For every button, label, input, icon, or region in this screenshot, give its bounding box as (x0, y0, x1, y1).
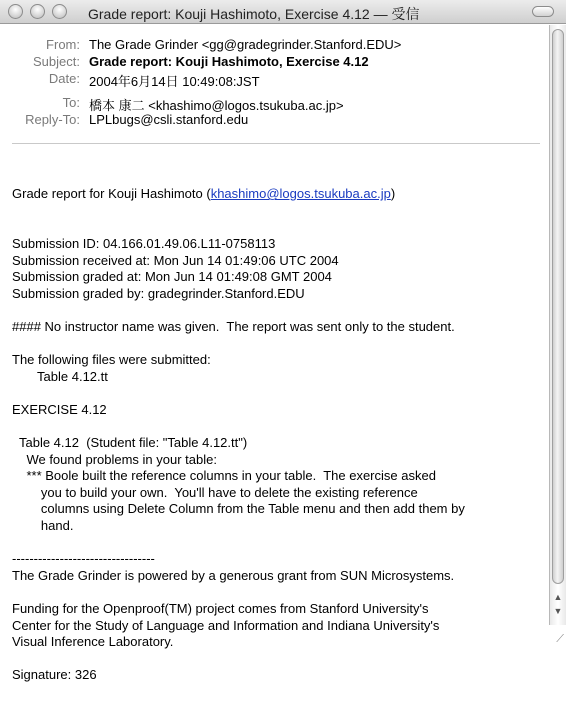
scroll-down-arrow-icon[interactable]: ▼ (553, 606, 563, 616)
date-label: Date: (48, 71, 80, 86)
title-bar[interactable] (0, 0, 566, 24)
body-line: Table 4.12.tt (12, 368, 108, 384)
to-value[interactable]: 橋本 康二 <khashimo@logos.tsukuba.ac.jp> (89, 98, 344, 113)
body-line: The Grade Grinder is powered by a generous grant from SUN Microsystems. (12, 567, 455, 583)
body-line (12, 535, 542, 552)
body-line: hand. (12, 518, 74, 534)
body-line: Submission graded by: gradegrinder.Stanford.EDU (12, 285, 305, 301)
date-value: 2004年6月14日 10:49:08:JST (89, 74, 260, 89)
toolbar-toggle-button[interactable] (532, 6, 554, 17)
resize-grip-icon[interactable]: ⟋ (556, 633, 564, 645)
scroll-up-arrow-icon[interactable]: ▲ (553, 592, 563, 602)
reply-to-value[interactable]: LPLbugs@csli.stanford.edu (89, 112, 249, 127)
body-line: The following files were submitted: (12, 352, 211, 368)
student-email-link[interactable]: khashimo@logos.tsukuba.ac.jp (210, 186, 391, 202)
zoom-window-button[interactable] (52, 4, 67, 19)
message-body (12, 153, 542, 717)
body-line: #### No instructor name was given. The report was sent only to the student. (12, 318, 455, 334)
scrollbar-thumb[interactable] (552, 29, 564, 584)
body-line-report: Grade report for Kouji Hashimoto (khashimo@logos.tsukuba.ac.jp) (12, 186, 396, 202)
body-line: Signature: 326 (12, 667, 97, 683)
body-line (12, 419, 542, 436)
reply-to-label: Reply-To: (25, 112, 80, 127)
close-window-button[interactable] (8, 4, 23, 19)
body-line (12, 584, 542, 601)
body-line: Center for the Study of Language and Information and Indiana University's (12, 617, 440, 633)
from-value[interactable]: The Grade Grinder <gg@gradegrinder.Stanford.EDU> (89, 37, 402, 52)
body-line: Funding for the Openproof(TM) project comes from Stanford University's (12, 601, 429, 617)
body-line (12, 385, 542, 402)
body-line: We found problems in your table: (12, 451, 217, 467)
body-line (12, 336, 542, 353)
body-lines (12, 236, 542, 684)
body-line: Table 4.12 (Student file: "Table 4.12.tt") (12, 435, 248, 451)
body-line: columns using Delete Column from the Table menu and then add them by (12, 501, 465, 517)
body-line: *** Boole built the reference columns in your table. The exercise asked (12, 468, 436, 484)
window-title: Grade report: Kouji Hashimoto, Exercise 4.12 — 受信 (88, 6, 420, 22)
subject-label: Subject: (33, 54, 80, 69)
header-divider (12, 143, 540, 144)
from-label: From: (46, 37, 80, 52)
subject-value: Grade report: Kouji Hashimoto, Exercise 4.12 (89, 54, 369, 69)
body-line (12, 651, 542, 668)
minimize-window-button[interactable] (30, 4, 45, 19)
body-line (12, 302, 542, 319)
body-line: Submission graded at: Mon Jun 14 01:49:08 GMT 2004 (12, 269, 332, 285)
vertical-scrollbar[interactable] (549, 25, 566, 625)
body-line: EXERCISE 4.12 (12, 401, 107, 417)
body-line: Submission ID: 04.166.01.49.06.L11-0758113 (12, 235, 276, 251)
body-line: you to build your own. You'll have to delete the existing reference (12, 484, 418, 500)
body-line: Submission received at: Mon Jun 14 01:49:06 UTC 2004 (12, 252, 339, 268)
body-line: --------------------------------- (12, 551, 155, 567)
body-line: Visual Inference Laboratory. (12, 634, 174, 650)
to-label: To: (62, 95, 80, 110)
